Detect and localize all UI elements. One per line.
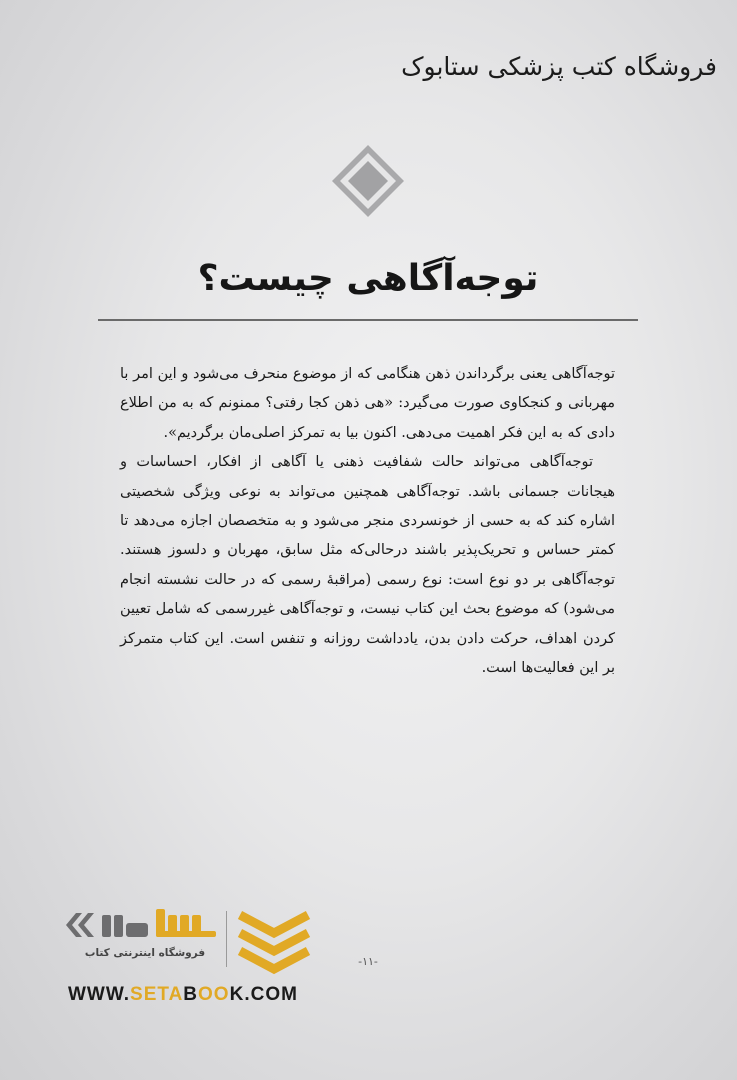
body-paragraph-1: توجه‌آگاهی یعنی برگرداندن ذهن هنگامی که از موضوع منحرف می‌شود و این امر با مهربانی و کنجکاوی صورت می‌گیرد: «هی ذهن کجا رفتی؟ ممنونم که به من اطلاع دادی که به این فکر اهمیت می‌دهی. اکنون بیا به تمرکز اصلی‌مان برگردیم». <box>120 366 615 441</box>
body-paragraph-2: توجه‌آگاهی می‌تواند حالت شفافیت ذهنی یا آگاهی از افکار، احساسات و هیجانات جسمانی باشد. توجه‌آگاهی همچنین می‌تواند به نوعی ویژگی شخصیتی اشاره کند که به حسی از خونسردی منجر می‌شود و به متخصصان اجازه می‌دهد تا کمتر حساس و تحریک‌پذیر باشند درحالی‌که مثل سابق، مهربان و دلسوز هستند. توجه‌آگاهی بر دو نوع است: نوع رسمی (مراقبهٔ رسمی که در حالت نشسته انجام می‌شود) که موضوع بحث این کتاب نیست، و توجه‌آگاهی غیررسمی که شامل تعیین کردن اهداف، حرکت دادن بدن، یادداشت روزانه و تنفس است. این کتاب متمرکز بر این فعالیت‌ها است. <box>120 454 615 677</box>
website-url[interactable] <box>68 984 298 1006</box>
website-accent-oo: OO <box>198 984 230 1005</box>
website-suffix: K.COM <box>229 984 298 1005</box>
publisher-logo <box>62 905 322 980</box>
diamond-ornament-icon <box>330 143 406 219</box>
website-middle: B <box>183 984 199 1005</box>
logo-wordmark-icon <box>62 905 222 945</box>
header-title: فروشگاه کتب پزشکی ستابوک <box>401 52 717 81</box>
website-accent-seta: SETA <box>130 984 184 1005</box>
logo-divider <box>226 911 227 967</box>
logo-subtitle: فروشگاه اینترنتی کتاب <box>84 947 206 959</box>
chapter-title: توجه‌آگاهی چیست؟ <box>197 258 539 299</box>
body-text <box>120 360 615 683</box>
website-prefix: WWW. <box>68 984 131 1005</box>
page-number: -۱۱- <box>358 955 378 968</box>
title-divider <box>98 319 638 321</box>
setabook-logo-icon <box>234 907 314 975</box>
